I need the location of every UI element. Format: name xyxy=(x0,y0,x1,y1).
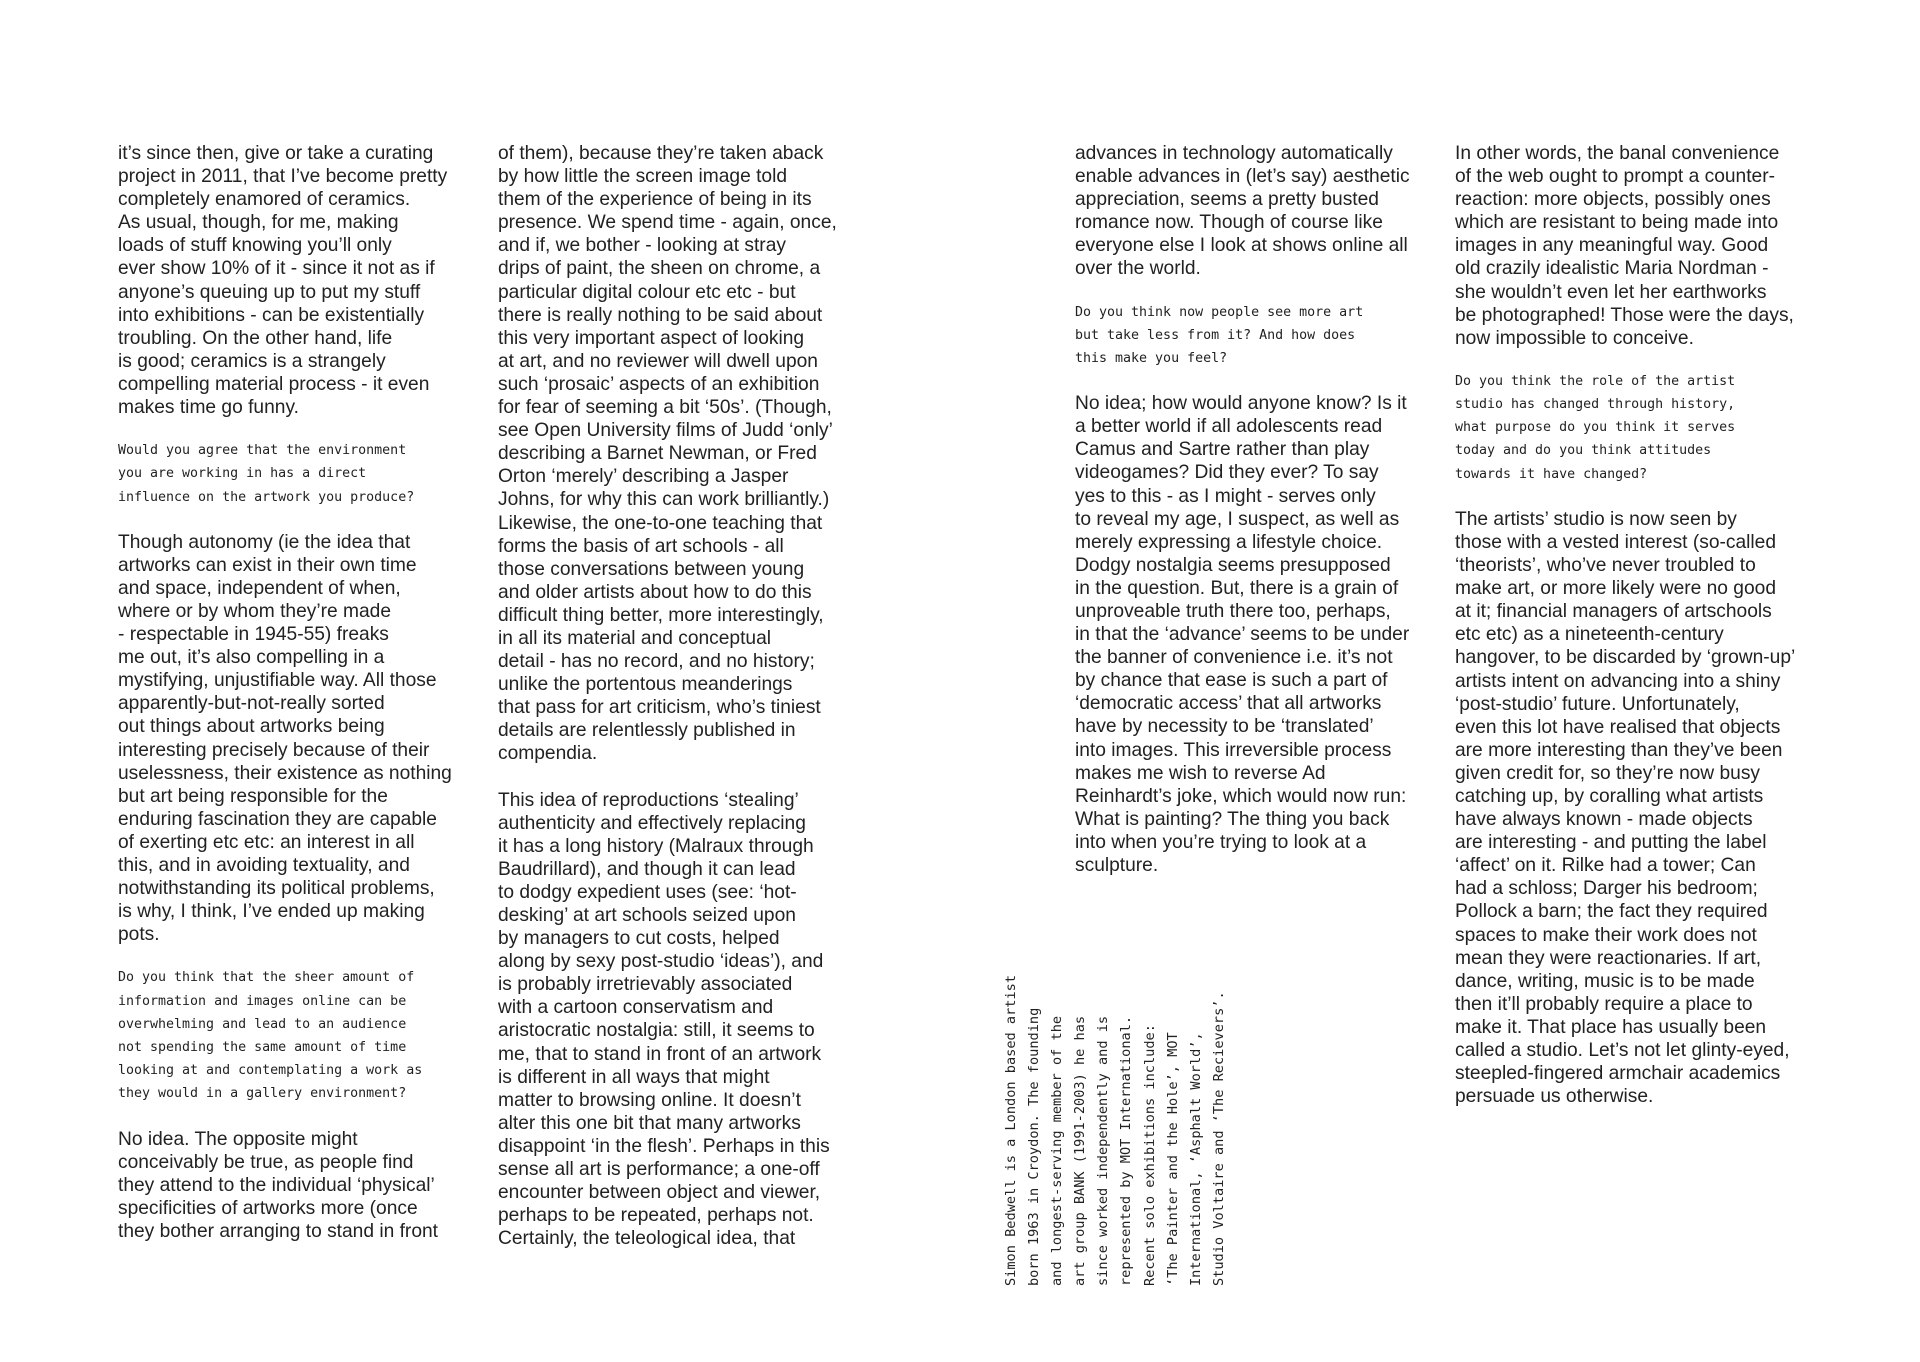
interview-question: Do you think that the sheer amount of information and images online can be overwhelming and lead to an audience not spending the same amount of time looking at and contemplating a work as they would in a gallery environment? xyxy=(118,970,423,1102)
artist-bio: Simon Bedwell is a London based artist born 1963 in Croydon. The founding and longest-serving member of the art group BANK (1991-2003) he has since worked independently and is represented by MOT International. Recent solo exhibitions include: ‘The Painter and the Hole’, MOT International, ‘Asphalt World’, Studio Voltaire and ‘The Recievers’. xyxy=(1003,975,1227,1286)
body-paragraph: The artists’ studio is now seen by those with a vested interest (so-called ‘theorists’, who’ve never troubled to make art, or more likely were no good at it; financial managers of artschools etc etc) as a nineteenth-century hangover, to be discarded by ‘grown-up’ artists intent on advancing into a shiny ‘post-studio’ future. Unfortunately, even this lot have realised that objects are more interesting than they’ve been given credit for, so they’re now busy catching up, by coralling what artists have always known - made objects are interesting - and putting the label ‘affect’ on it. Rilke had a tower; Can had a schloss; Darger his bedroom; Pollock a barn; the fact they required spaces to make their work does not mean they were reactionaries. If art, dance, writing, music is to be made then it’ll probably require a place to make it. That place has usually been called a studio. Let’s not let glinty-eyed, steepled-fingered armchair academics persuade us otherwise. xyxy=(1455,508,1796,1108)
body-paragraph: No idea; how would anyone know? Is it a better world if all adolescents read Camus and Sartre rather than play videogames? Did they ever? To say yes to this - as I might - serves only to reveal my age, I suspect, as well as merely expressing a lifestyle choice. Dodgy nostalgia seems presupposed in the question. But, there is a grain of unproveable truth there too, perhaps, in that the ‘advance’ seems to be under the banner of convenience i.e. it’s not by chance that ease is such a part of ‘democratic access’ that all artworks have by necessity to be ‘translated’ into images. This irreversible process makes me wish to reverse Ad Reinhardt’s joke, which would now run: What is painting? The thing you back into when you’re trying to look at a sculpture. xyxy=(1075,393,1410,877)
body-paragraph: advances in technology automatically enable advances in (let’s say) aesthetic appreciation, seems a pretty busted romance now. Though of course like everyone else I look at shows online all over the world. xyxy=(1075,143,1410,280)
interview-question: Do you think the role of the artist studio has changed through history, what purpose do you think it serves today and do you think attitudes towards it have changed? xyxy=(1455,373,1736,482)
column-3 xyxy=(1075,142,1420,877)
body-paragraph: Though autonomy (ie the idea that artworks can exist in their own time and space, independent of when, where or by whom they’re made - respectable in 1945-55) freaks me out, it’s also compelling in a mystifying, unjustifiable way. All those apparently-but-not-really sorted out things about artworks being interesting precisely because of their uselessness, their existence as nothing but art being responsible for the enduring fascination they are capable of exerting etc etc: an interest in all this, and in avoiding textuality, and notwithstanding its political problems, is why, I think, I’ve ended up making pots. xyxy=(118,531,452,946)
body-paragraph: This idea of reproductions ‘stealing’ authenticity and effectively replacing it has a long history (Malraux through Baudrillard), and though it can lead to dodgy expedient uses (see: ‘hot- desking’ at art schools seized upon by managers to cut costs, helped along by sexy post-studio ‘ideas’), and is probably irretrievably associated with a cartoon conservatism and aristocratic nostalgia: still, it seems to me, that to stand in front of an artwork is different in all ways that might matter to browsing online. It doesn’t alter this one bit that many artworks disappoint ‘in the flesh’. Perhaps in this sense all art is performance; a one-off encounter between object and viewer, perhaps to be repeated, perhaps not. Certainly, the teleological idea, that xyxy=(498,789,830,1250)
body-paragraph: No idea. The opposite might conceivably be true, as people find they attend to the individual ‘physical’ specificities of artworks more (once they bother arranging to stand in front xyxy=(118,1128,438,1243)
column-4 xyxy=(1455,142,1800,1108)
body-paragraph: it’s since then, give or take a curating project in 2011, that I’ve become pretty completely enamored of ceramics. As usual, though, for me, making loads of stuff knowing you’ll only ever show 10% of it - since it not as if anyone’s queuing up to put my stuff into exhibitions - can be existentially troubling. On the other hand, life is good; ceramics is a strangely compelling material process - it even makes time go funny. xyxy=(118,143,448,419)
column-1 xyxy=(118,142,463,1243)
body-paragraph: of them), because they’re taken aback by how little the screen image told them of the experience of being in its presence. We spend time - again, once, and if, we bother - looking at stray drips of paint, the sheen on chrome, a particular digital colour etc etc - but there is really nothing to be said about this very important aspect of looking at art, and no reviewer will dwell upon such ‘prosaic’ aspects of an exhibition for fear of seeming a bit ‘50s’. (Though, see Open University films of Judd ‘only’ describing a Barnet Newman, or Fred Orton ‘merely’ describing a Jasper Johns, for why this can work brilliantly.) Likewise, the one-to-one teaching that forms the basis of art schools - all those conversations between young and older artists about how to do this difficult thing better, more interestingly, in all its material and conceptual detail - has no record, and no history; unlike the portentous meanderings that pass for art criticism, who’s tiniest details are relentlessly published in compendia. xyxy=(498,143,837,765)
interview-question: Would you agree that the environment you are working in has a direct influence on the artwork you produce? xyxy=(118,443,415,505)
interview-question: Do you think now people see more art but take less from it? And how does this make you feel? xyxy=(1075,304,1364,366)
body-paragraph: In other words, the banal convenience of the web ought to prompt a counter- reaction: more objects, possibly ones which are resistant to being made into images in any meaningful way. Good old crazily idealistic Maria Nordman - she wouldn’t even let her earthworks be photographed! Those were the days, now impossible to conceive. xyxy=(1455,143,1794,349)
column-2 xyxy=(498,142,843,1250)
